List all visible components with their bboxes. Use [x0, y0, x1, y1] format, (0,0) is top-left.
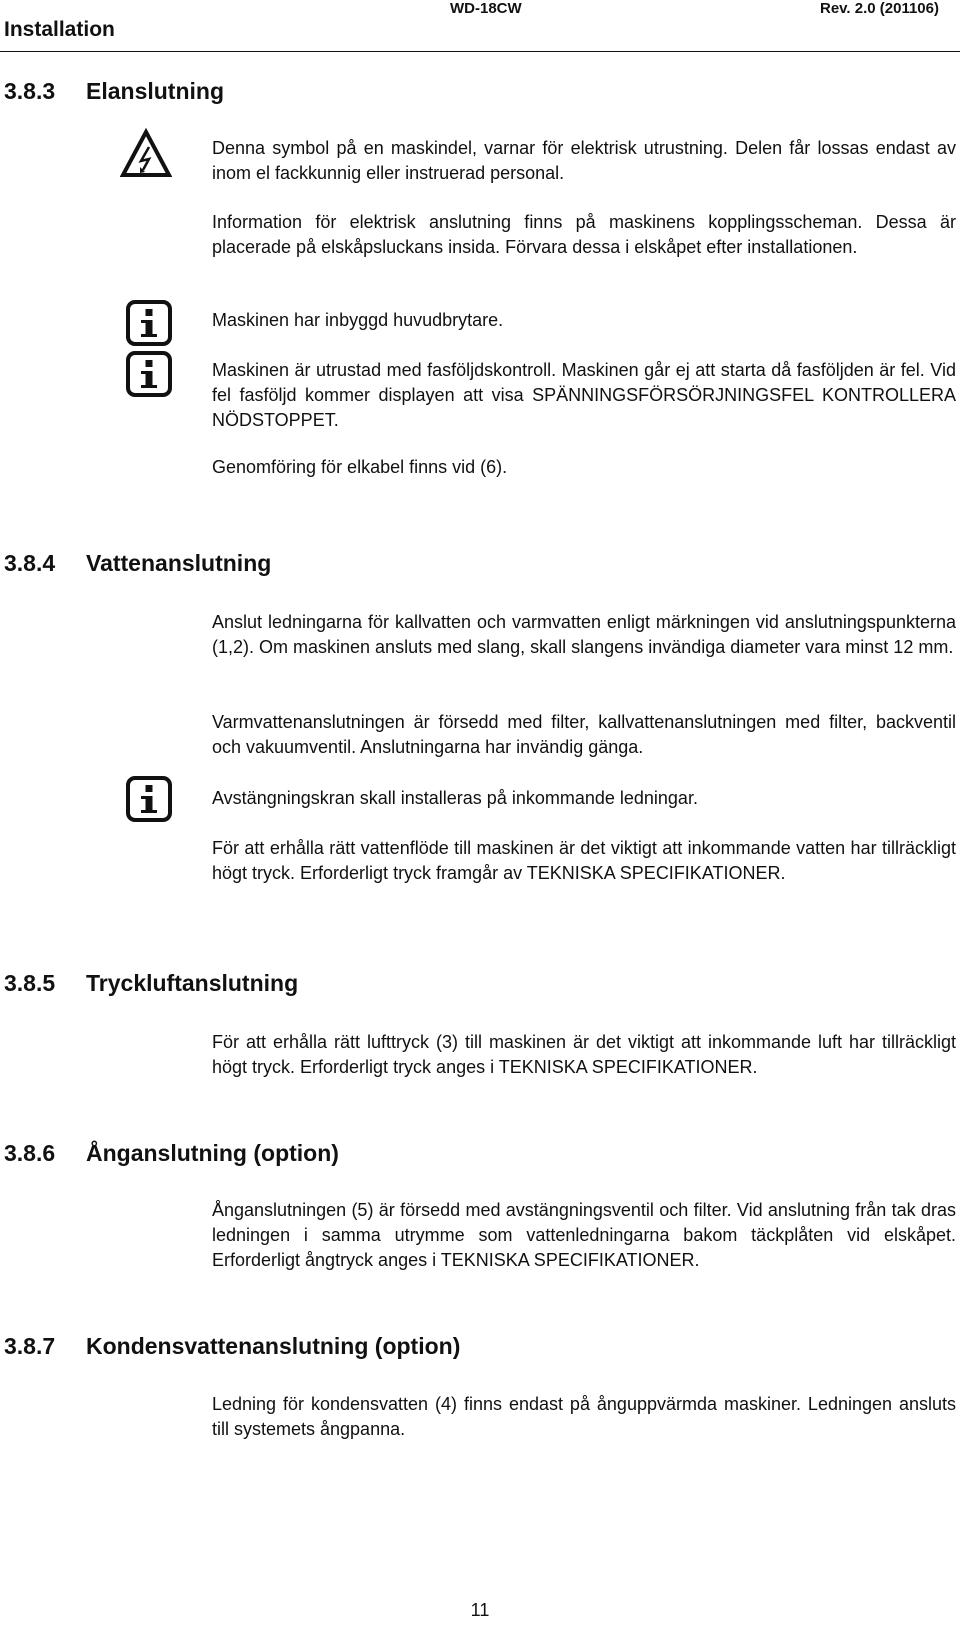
header-revision: Rev. 2.0 (201106)	[820, 0, 939, 17]
section-heading-3-8-7	[4, 1333, 460, 1360]
section-heading-3-8-5	[4, 970, 298, 997]
header-model: WD-18CW	[450, 0, 522, 17]
section-number: 3.8.4	[4, 550, 56, 576]
section-title: Ånganslutning (option)	[86, 1140, 339, 1166]
section-number: 3.8.3	[4, 78, 56, 104]
section-number: 3.8.5	[4, 970, 56, 996]
info-icon	[126, 776, 172, 822]
electrical-warning-icon	[120, 128, 172, 180]
paragraph: Maskinen är utrustad med fasföljdskontroll. Maskinen går ej att starta då fasföljden är fel. Vid fel fasföljd kommer displayen att visa SPÄNNINGSFÖRSÖRJNINGSFEL KONTROLLERA NÖDSTOPPET.	[212, 360, 956, 430]
section-heading-3-8-3	[4, 78, 224, 105]
paragraph: För att erhålla rätt vattenflöde till maskinen är det viktigt att inkommande vatten har tillräckligt högt tryck. Erforderligt tryck framgår av TEKNISKA SPECIFIKATIONER.	[212, 838, 956, 883]
header-section-title: Installation	[4, 18, 115, 41]
paragraph: Anslut ledningarna för kallvatten och varmvatten enligt märkningen vid anslutningspunkterna (1,2). Om maskinen ansluts med slang, skall slangens invändiga diameter vara minst 12 mm.	[212, 612, 956, 657]
paragraph: Varmvattenanslutningen är försedd med filter, kallvattenanslutningen med filter, backventil och vakuumventil. Anslutningarna har invändig gänga.	[212, 712, 956, 757]
section-title: Elanslutning	[86, 78, 224, 104]
paragraph: Avstängningskran skall installeras på inkommande ledningar.	[212, 788, 698, 808]
paragraph: Ledning för kondensvatten (4) finns endast på ånguppvärmda maskiner. Ledningen ansluts till systemets ångpanna.	[212, 1394, 956, 1439]
paragraph: Genomföring för elkabel finns vid (6).	[212, 457, 508, 477]
header-divider	[0, 51, 960, 52]
paragraph: Maskinen har inbyggd huvudbrytare.	[212, 310, 504, 330]
paragraph: Denna symbol på en maskindel, varnar för elektrisk utrustning. Delen får lossas endast av inom el fackkunnig eller instruerad personal.	[212, 138, 956, 183]
section-number: 3.8.6	[4, 1140, 56, 1166]
section-heading-3-8-4	[4, 550, 271, 577]
paragraph: För att erhålla rätt lufttryck (3) till maskinen är det viktigt att inkommande luft har tillräckligt högt tryck. Erforderligt tryck anges i TEKNISKA SPECIFIKATIONER.	[212, 1032, 956, 1077]
info-icon	[126, 300, 172, 346]
info-icon	[126, 351, 172, 397]
paragraph: Ånganslutningen (5) är försedd med avstängningsventil och filter. Vid anslutning från tak dras ledningen i samma utrymme som vattenledningarna bakom täckplåten vid elskåpet. Erforderligt ångtryck anges i TEKNISKA SPECIFIKATIONER.	[212, 1200, 956, 1270]
paragraph: Information för elektrisk anslutning finns på maskinens kopplingsscheman. Dessa är placerade på elskåpsluckans insida. Förvara dessa i elskåpet efter installationen.	[212, 212, 956, 257]
section-heading-3-8-6	[4, 1140, 339, 1167]
page-number: 11	[470, 1600, 490, 1620]
section-title: Tryckluftanslutning	[86, 970, 299, 996]
section-title: Vattenanslutning	[86, 550, 272, 576]
section-number: 3.8.7	[4, 1333, 56, 1359]
section-title: Kondensvattenanslutning (option)	[86, 1333, 461, 1359]
